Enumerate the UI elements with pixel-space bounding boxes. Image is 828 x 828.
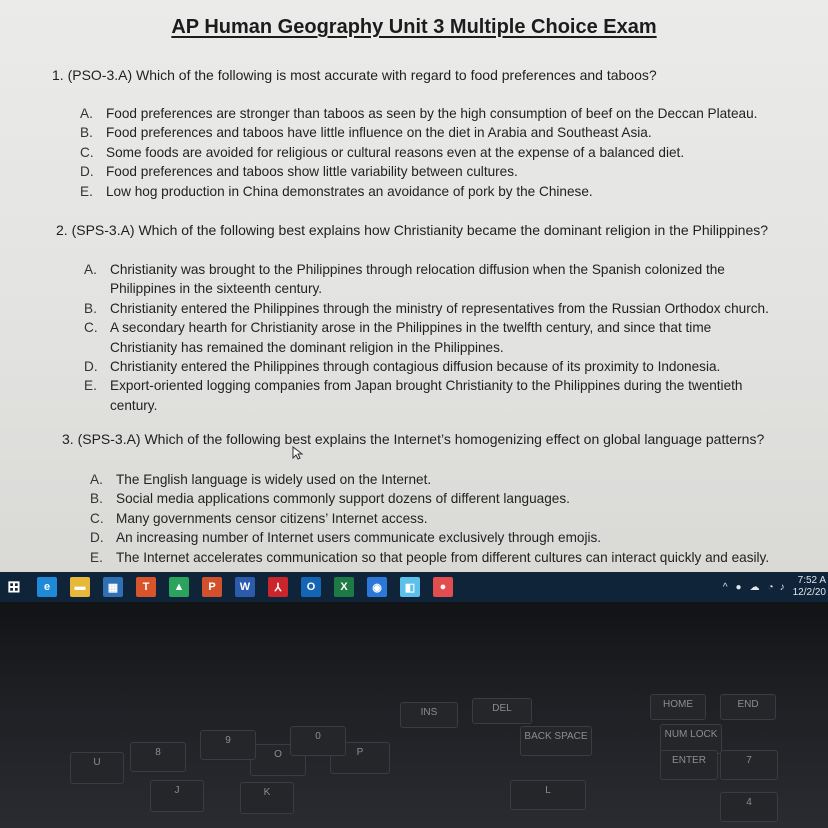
keyboard-key: J [150,780,204,812]
taskbar [0,572,828,602]
option-text: Social media applications commonly support dozens of different languages. [116,491,570,507]
teams-icon[interactable]: T [136,577,156,597]
cloud-app-icon[interactable]: ● [433,577,453,597]
clock[interactable] [793,575,826,599]
chevron-up-icon[interactable]: ^ [722,581,728,593]
taskbar-apps [0,577,453,597]
option-letter: D. [90,530,104,546]
keyboard-key: 8 [130,742,186,772]
question-3 [62,431,764,447]
option-letter: C. [84,320,98,336]
question-2 [56,222,768,238]
question-stem: 1. (PSO-3.A) Which of the following is most accurate with regard to food preferences and taboos? [52,67,657,83]
people-icon[interactable]: ● [735,581,742,593]
option-text: Export-oriented logging companies from Japan brought Christianity to the Philippines during the twentieth century. [110,378,743,413]
option-e[interactable] [84,376,814,415]
option-text: A secondary hearth for Christianity arose in the Philippines in the twelfth century, and since that time Christianity has remained the dominant religion in the Philippines. [110,320,712,355]
drive-icon[interactable]: ▲ [169,577,189,597]
mouse-cursor-icon [292,446,304,460]
powerpoint-icon[interactable]: P [202,577,222,597]
option-text: Food preferences and taboos show little variability between cultures. [106,164,518,180]
option-c[interactable] [90,509,769,528]
option-text: Some foods are avoided for religious or cultural reasons even at the expense of a balanced diet. [106,144,685,160]
wifi-icon[interactable]: ◔ [767,581,774,593]
edge-icon[interactable]: e [37,577,57,597]
option-b[interactable] [80,123,757,142]
keyboard-key: NUM LOCK [660,724,722,754]
option-letter: C. [80,144,94,160]
store-icon[interactable]: ▦ [103,577,123,597]
keyboard-key: ENTER [660,750,718,780]
option-text: Low hog production in China demonstrates an avoidance of pork by the Chinese. [106,183,593,199]
keyboard-key: 9 [200,730,256,760]
keyboard-key: END [720,694,776,720]
options-list [80,104,757,201]
question-stem: 3. (SPS-3.A) Which of the following best explains the Internet’s homogenizing effect on global language patterns? [62,431,765,447]
option-a[interactable] [84,260,814,299]
option-letter: D. [80,164,94,180]
option-letter: B. [80,125,93,141]
option-b[interactable] [84,299,814,318]
keyboard-key: 0 [290,726,346,756]
option-text: The Internet accelerates communication so that people from different cultures can interact quickly and easily. [116,549,770,565]
option-letter: D. [84,359,98,375]
option-d[interactable] [84,357,814,376]
option-a[interactable] [90,470,769,489]
option-text: Christianity entered the Philippines through the ministry of representatives from the Russian Orthodox church. [110,300,769,316]
task-view-icon[interactable]: ⊞ [4,577,24,597]
chrome-icon[interactable]: ◉ [367,577,387,597]
keyboard-key: L [510,780,586,810]
keyboard-key: O [250,744,306,776]
option-text: The English language is widely used on the Internet. [116,472,432,487]
keyboard-key: 4 [720,792,778,822]
keyboard-key: 7 [720,750,778,780]
option-text: Christianity entered the Philippines through contagious diffusion because of its proximity to Indonesia. [110,359,721,375]
file-explorer-icon[interactable]: ▬ [70,577,90,597]
clock-time: 7:52 A [797,575,826,586]
photos-icon[interactable]: ◧ [400,577,420,597]
options-list [90,470,769,567]
excel-icon[interactable]: X [334,577,354,597]
option-d[interactable] [90,528,769,547]
option-letter: B. [90,491,103,507]
option-letter: B. [84,300,97,316]
option-letter: E. [84,378,97,394]
acrobat-icon[interactable]: ⅄ [268,577,288,597]
option-e[interactable] [90,548,769,567]
keyboard-key: BACK SPACE [520,726,592,756]
word-icon[interactable]: W [235,577,255,597]
volume-icon[interactable]: ♪ [779,581,785,593]
options-list [84,260,814,415]
exam-title: AP Human Geography Unit 3 Multiple Choice Exam [171,16,657,38]
keyboard-key: INS [400,702,458,728]
keyboard-key: HOME [650,694,706,720]
option-text: Christianity was brought to the Philippines through relocation diffusion when the Spanish colonized the Philippines in the sixteenth century. [110,262,725,297]
option-letter: A. [90,472,103,487]
option-text: Food preferences are stronger than taboos as seen by the high consumption of beef on the Deccan Plateau. [106,106,758,121]
system-tray [723,572,828,602]
option-c[interactable] [80,143,757,162]
keyboard-key: U [70,752,124,784]
question-1 [52,67,657,83]
option-e[interactable] [80,182,757,201]
clock-date: 12/2/20 [792,587,826,598]
option-c[interactable] [84,318,814,357]
laptop-keyboard [0,602,828,828]
option-letter: C. [90,510,104,526]
option-text: Food preferences and taboos have little influence on the diet in Arabia and Southeast Asia. [106,125,652,141]
option-letter: A. [84,262,97,277]
option-a[interactable] [80,104,757,123]
outlook-icon[interactable]: O [301,577,321,597]
option-d[interactable] [80,162,757,181]
option-text: Many governments censor citizens’ Internet access. [116,510,428,526]
question-stem: 2. (SPS-3.A) Which of the following best explains how Christianity became the dominant religion in the Philippines? [56,222,769,238]
option-b[interactable] [90,489,769,508]
option-letter: A. [80,106,93,121]
keyboard-key: P [330,742,390,774]
onedrive-icon[interactable]: ☁ [749,581,760,593]
keyboard-key: DEL [472,698,532,724]
option-letter: E. [80,183,93,199]
keyboard-key: K [240,782,294,814]
option-text: An increasing number of Internet users communicate exclusively through emojis. [116,530,602,546]
option-letter: E. [90,549,103,565]
